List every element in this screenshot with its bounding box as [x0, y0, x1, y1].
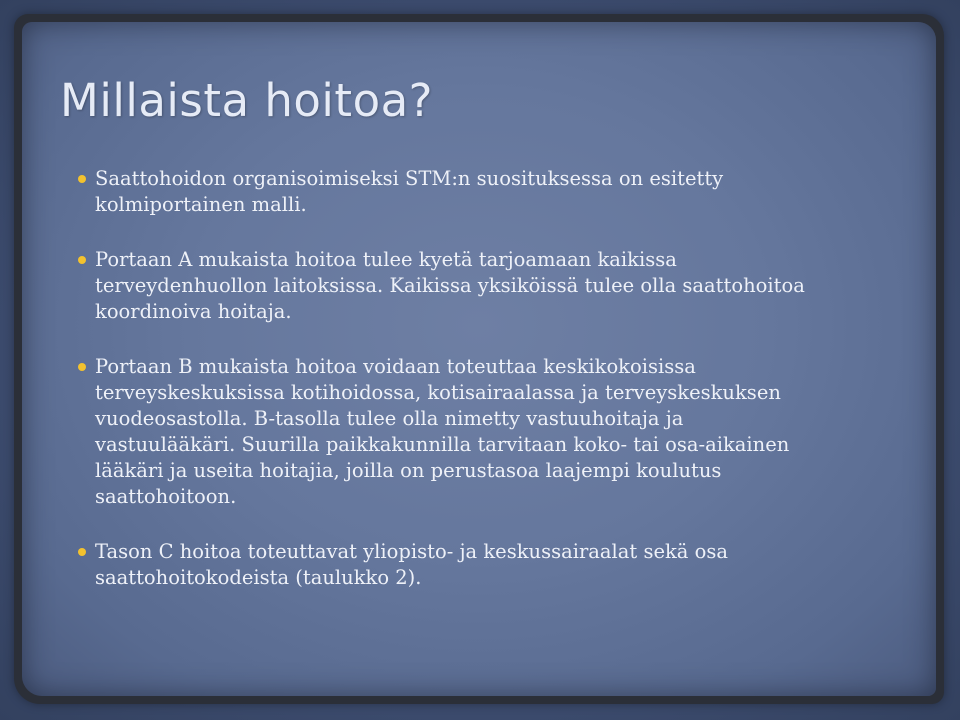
bullet-dot-icon	[78, 175, 86, 183]
bullet-text: Saattohoidon organisoimiseksi STM:n suosituksessa on esitetty kolmiportainen malli.	[95, 167, 724, 216]
bullet-text: Tason C hoitoa toteuttavat yliopisto- ja keskussairaalat sekä osa saattohoitokodeista (taulukko 2).	[95, 540, 728, 589]
bullet-item-level-a	[78, 247, 808, 325]
slide-title: Millaista hoitoa?	[60, 74, 434, 127]
bullet-item-level-c	[78, 539, 808, 591]
bullet-text: Portaan B mukaista hoitoa voidaan toteuttaa keskikokoisissa terveyskeskuksissa kotihoidossa, kotisairaalassa ja terveyskeskuksen vuodeosastolla. B-tasolla tulee olla nimetty vastuuhoitaja ja vastuulääkäri. Suurilla paikkakunnilla tarvitaan koko- tai osa-aikainen lääkäri ja useita hoitajia, joilla on perustasoa laajempi koulutus saattohoitoon.	[95, 355, 790, 508]
bullet-list	[78, 166, 808, 620]
bullet-dot-icon	[78, 548, 86, 556]
bullet-dot-icon	[78, 363, 86, 371]
bullet-item-level-b	[78, 354, 808, 510]
bullet-dot-icon	[78, 256, 86, 264]
bullet-text: Portaan A mukaista hoitoa tulee kyetä tarjoamaan kaikissa terveydenhuollon laitoksissa. Kaikissa yksiköissä tulee olla saattohoitoa koordinoiva hoitaja.	[95, 248, 805, 323]
bullet-item-staircase-model	[78, 166, 808, 218]
